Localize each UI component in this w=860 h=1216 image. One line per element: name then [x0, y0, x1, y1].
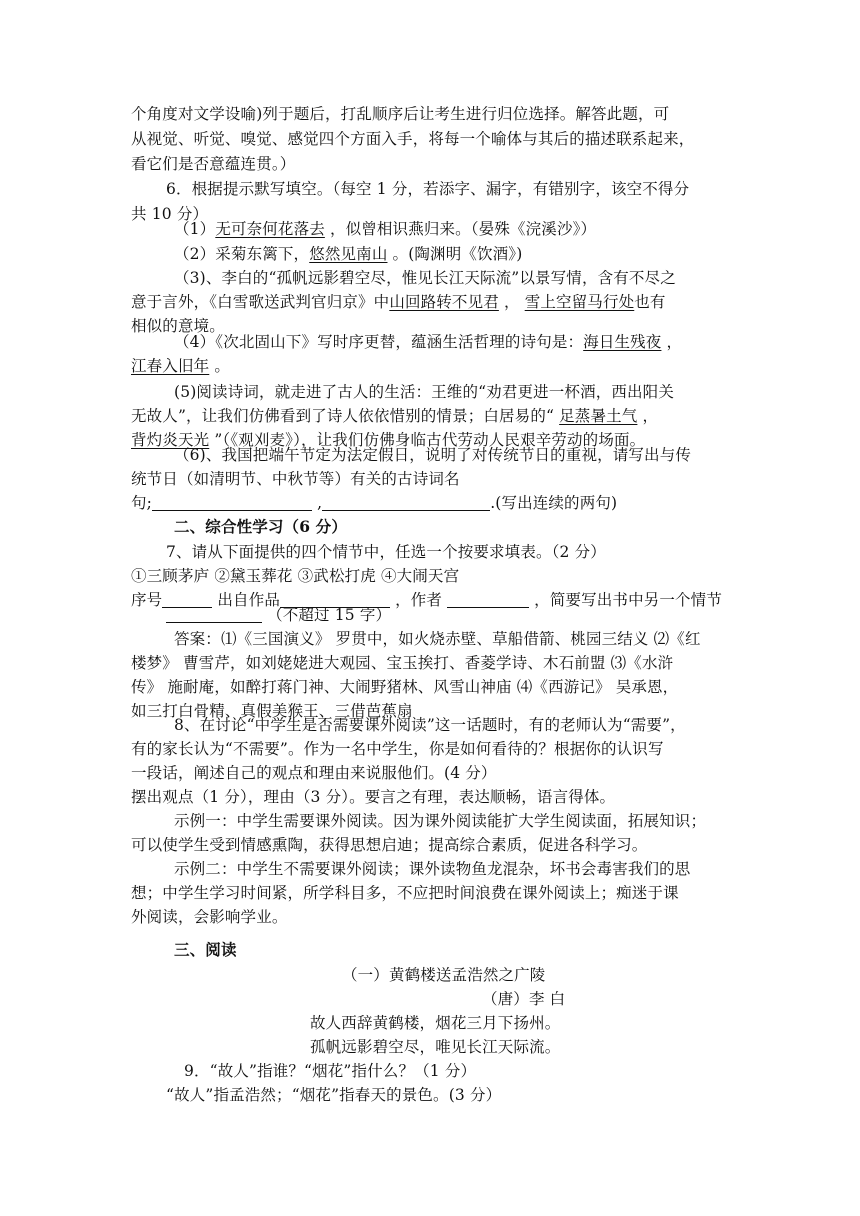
text-fragment: （4）《次北固山下》写时序更替，蕴涵生活哲理的诗句是：: [174, 333, 584, 351]
text-fragment: 也有: [634, 293, 666, 311]
fill-line-7b: [166, 603, 391, 627]
text-fragment: ，: [637, 407, 659, 425]
text-fragment: 出自作品: [212, 591, 280, 609]
text-fragment: ，: [661, 333, 683, 351]
text-line: 传》 施耐庵，如醉打蒋门神、大闹野猪林、风雪山神庙 ⑷《西游记》 吴承恩，: [131, 678, 679, 696]
example-2: 示例二：中学生不需要课外阅读；课外读物鱼龙混杂，坏书会毒害我们的思: [174, 860, 691, 878]
answer-line-1: [174, 217, 596, 241]
text-line: 个角度对文学设喻)列于题后，打乱顺序后让考生进行归位选择。解答此题，可: [131, 105, 670, 123]
text-line: 一段话，阐述自己的观点和理由来说服他们。(4 分）: [131, 764, 497, 782]
text-fragment: （1）: [174, 220, 216, 238]
answer-line-6: [131, 491, 617, 515]
text-fragment: 。(陶渊明《饮酒》): [387, 245, 523, 263]
text-line: 外阅读，会影响学业。: [131, 908, 288, 926]
text-line: 共 10 分）: [131, 205, 209, 223]
blank-field[interactable]: [322, 493, 490, 511]
text-line: ①三顾茅庐 ②黛玉葬花 ③武松打虎 ④大闹天宫: [131, 567, 460, 585]
text-fragment: ，似曾相识燕归来。（晏殊《浣溪沙》）: [324, 220, 597, 238]
text-fragment: ，简要写出书中另一个情节: [529, 591, 722, 609]
text-fragment: 意于言外，《白雪歌送武判官归京》中: [131, 293, 390, 311]
text-line: （3)、李白的“孤帆远影碧空尽，惟见长江天际流”以景写情，含有不尽之: [174, 269, 676, 287]
text-line: 想；中学生学习时间紧，所学科目多，不应把时间浪费在课外阅读上；痴迷于课: [131, 884, 679, 902]
poem-line: 故人西辞黄鹤楼，烟花三月下扬州。: [310, 1014, 561, 1032]
blank-field[interactable]: [166, 605, 262, 623]
text-line: 相似的意境。: [131, 317, 225, 335]
text-fragment: ,: [312, 494, 323, 512]
text-line: 楼梦》 曹雪芹，如刘姥姥进大观园、宝玉挨打、香菱学诗、木石前盟 ⑶《水浒: [131, 654, 674, 672]
answer-9: “故人”指孟浩然；“烟花”指春天的景色。(3 分）: [166, 1086, 502, 1104]
text-line: （6)、我国把端午节定为法定假日，说明了对传统节日的重视，请写出与传: [174, 446, 692, 464]
text-fragment: 序号: [131, 591, 163, 609]
answer-line-4: [174, 330, 682, 354]
blank-field[interactable]: [447, 590, 529, 608]
filled-answer: 江春入旧年: [131, 357, 210, 375]
question-6: 6．根据提示默写填空。（每空 1 分，若添字、漏字，有错别字，该空不得分: [166, 180, 690, 198]
example-1: 示例一：中学生需要课外阅读。因为课外阅读能扩大学生阅读面，拓展知识；: [174, 812, 707, 830]
filled-answer: 雪上空留马行处: [524, 293, 635, 311]
text-fragment: .(写出连续的两句): [490, 494, 618, 512]
text-line: 统节日（如清明节、中秋节等）有关的古诗词名: [131, 470, 460, 488]
filled-answer: 无可奈何花落去: [215, 220, 325, 238]
poem-title: （一）黄鹤楼送孟浩然之广陵: [342, 966, 546, 984]
text-line: 如三打白骨精、真假美猴王、三借芭蕉扇: [131, 702, 413, 720]
answer-line-5: [131, 404, 658, 428]
answer-line-4b: [131, 354, 230, 378]
question-9: 9．“故人”指谁？“烟花”指什么？（1 分）: [184, 1062, 477, 1080]
poem-author: （唐）李 白: [482, 990, 566, 1008]
filled-answer: 海日生残夜: [583, 333, 662, 351]
text-line: 从视觉、听觉、嗅觉、感觉四个方面入手，将每一个喻体与其后的描述联系起来，: [131, 130, 695, 148]
text-line: (5)阅读诗词，就走进了古人的生活：王维的“劝君更进一杯酒，西出阳关: [174, 383, 674, 401]
text-fragment: 句;: [131, 494, 153, 512]
question-8: 8、在讨论“中学生是否需要课外阅读”这一话题时，有的老师认为“需要”，: [174, 716, 686, 734]
text-line: 有的家长认为“不需要”。作为一名中学生，你是如何看待的？根据你的认识写: [131, 740, 664, 758]
blank-field[interactable]: [152, 493, 312, 511]
text-fragment: ，: [498, 293, 525, 311]
text-fragment: ，作者: [390, 591, 448, 609]
answer-7: 答案：⑴《三国演义》 罗贯中，如火烧赤壁、草船借箭、桃园三结义 ⑵《红: [174, 630, 701, 648]
text-line: 看它们是否意蕴连贯。）: [131, 155, 296, 173]
text-fragment: ”（《观刈麦》），让我们仿佛身临古代劳动人民艰辛劳动的场面。: [209, 431, 646, 449]
filled-answer: 足蒸暑土气: [559, 407, 638, 425]
filled-answer: 悠然见南山: [309, 245, 388, 263]
text-fragment: （2）采菊东篱下，: [174, 245, 310, 263]
answer-line-3: [131, 290, 666, 314]
text-fragment: （不超过 15 字）: [262, 606, 392, 624]
text-fragment: 无故人”，让我们仿佛看到了诗人依依惜别的情景；白居易的“: [131, 407, 560, 425]
text-fragment: 。: [209, 357, 230, 375]
question-7: 7、请从下面提供的四个情节中，任选一个按要求填表。（2 分）: [166, 543, 606, 561]
filled-answer: 山回路转不见君: [389, 293, 499, 311]
text-line: 摆出观点（1 分），理由（3 分）。要言之有理，表达顺畅，语言得体。: [131, 788, 616, 806]
poem-line: 孤帆远影碧空尽，唯见长江天际流。: [310, 1038, 561, 1056]
filled-answer: 背灼炎天光: [131, 431, 210, 449]
section-heading: 二、综合性学习（6 分）: [174, 517, 347, 536]
text-line: 可以使学生受到情感熏陶，获得思想启迪；提高综合素质，促进各科学习。: [131, 836, 648, 854]
section-heading: 三、阅读: [174, 940, 237, 959]
answer-line-2: [174, 242, 522, 266]
